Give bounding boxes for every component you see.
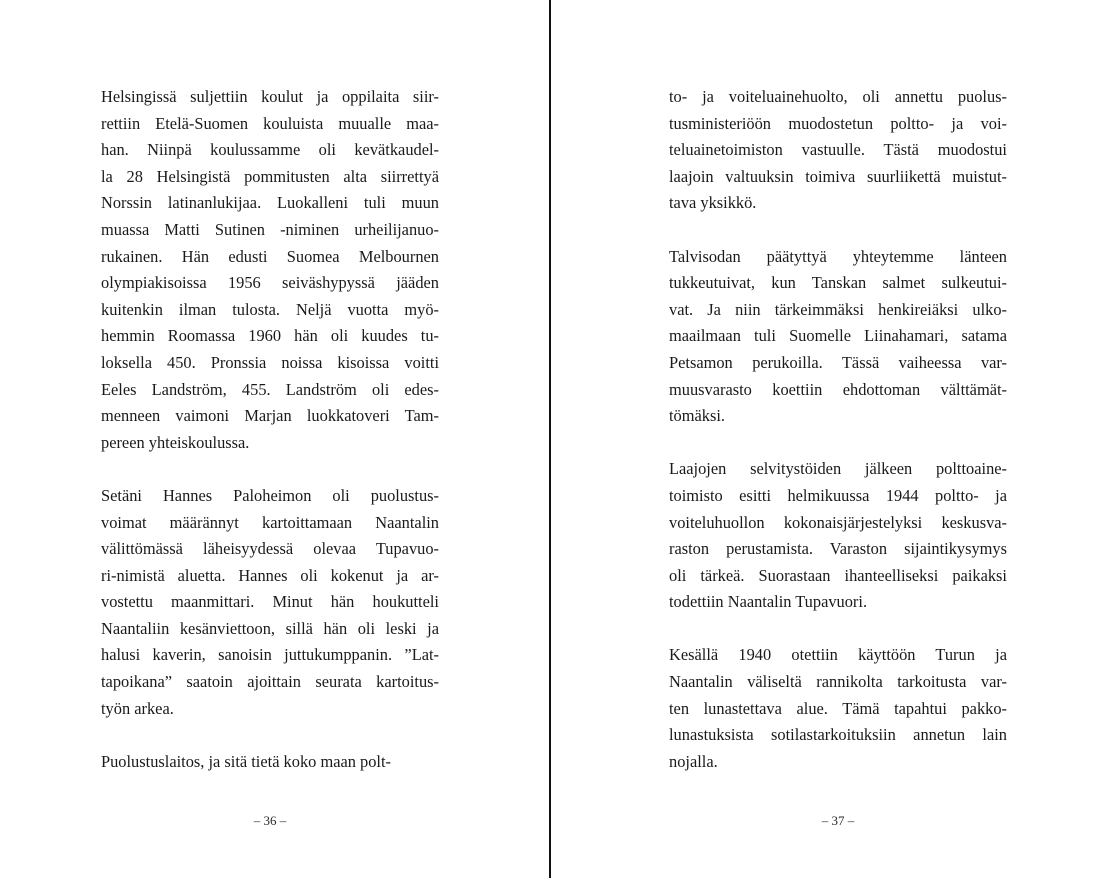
text-line: to- ja voiteluainehuolto, oli annettu puolus- <box>669 87 1007 106</box>
text-line: rettiin Etelä-Suomen kouluista muualle maa- <box>101 113 439 133</box>
text-line: voimat määrännyt kartoittamaan Naantalin <box>101 512 439 532</box>
right-page <box>551 0 1100 878</box>
text-line: Talvisodan päätyttyä yhteytemme länteen <box>669 246 1007 266</box>
text-line: todettiin Naantalin Tupavuori. <box>669 592 868 612</box>
paragraph <box>101 749 439 776</box>
text-line: rukainen. Hän edusti Suomea Melbournen <box>101 246 439 266</box>
paragraph <box>669 84 1007 217</box>
text-line: laajoin valtuuksin toimiva suurliikettä muistut- <box>669 166 1007 186</box>
text-line: tukkeutuivat, kun Tanskan salmet sulkeutui- <box>669 273 1007 293</box>
left-page-number: – 36 – <box>253 813 287 828</box>
text-line: Laajojen selvitystöiden jälkeen polttoaine- <box>669 459 1007 479</box>
text-line: työn arkea. <box>101 698 174 718</box>
paragraph <box>669 456 1007 616</box>
text-line: tömäksi. <box>669 406 725 426</box>
text-line: voiteluhuollon kokonaisjärjestelyksi keskusva- <box>669 512 1007 532</box>
text-line: ri-nimistä aluetta. Hannes oli kokenut ja ar- <box>101 565 439 585</box>
text-line: Kesällä 1940 otettiin käyttöön Turun ja <box>669 645 1007 665</box>
text-line: Naantalin väliseltä rannikolta tarkoitusta var- <box>669 672 1007 692</box>
text-line: Helsingissä suljettiin koulut ja oppilaita siir- <box>101 87 439 106</box>
paragraph <box>669 244 1007 430</box>
text-line: Petsamon perukoilla. Tässä vaiheessa var- <box>669 352 1007 372</box>
text-line: halusi kaverin, sanoisin juttukumppanin. ”Lat- <box>101 645 439 665</box>
text-line: pereen yhteiskoulussa. <box>101 432 250 452</box>
text-line: maailmaan tuli Suomelle Liinahamari, satama <box>669 326 1007 346</box>
text-line: Setäni Hannes Paloheimon oli puolustus- <box>101 485 439 505</box>
text-line: oli tärkeä. Suorastaan ihanteelliseksi paikaksi <box>669 565 1007 585</box>
text-line: hemmin Roomassa 1960 hän oli kuudes tu- <box>101 326 439 346</box>
text-line: toimisto esitti helmikuussa 1944 poltto- ja <box>669 485 1007 505</box>
text-line: välittömässä läheisyydessä olevaa Tupavuo- <box>101 539 439 559</box>
text-line: raston perustamista. Varaston sijaintikysymys <box>669 539 1007 559</box>
text-line: menneen vaimoni Marjan luokkatoveri Tam- <box>101 406 439 426</box>
text-line: ten lunastettava alue. Tämä tapahtui pakko- <box>669 698 1007 718</box>
text-line: tava yksikkö. <box>669 193 757 213</box>
text-line: muassa Matti Sutinen -niminen urheilijanuo- <box>101 219 439 239</box>
text-line: kuitenkin ilman tulosta. Neljä vuotta myö- <box>101 299 439 319</box>
text-line: loksella 450. Pronssia noissa kisoissa voitti <box>101 352 439 372</box>
left-page-body <box>101 84 439 802</box>
text-line: vostettu maanmittari. Minut hän houkutteli <box>101 592 439 612</box>
right-page-number: – 37 – <box>821 813 855 828</box>
paragraph <box>669 642 1007 775</box>
text-line: han. Niinpä koulussamme oli kevätkaudel- <box>101 140 439 160</box>
text-line: Puolustuslaitos, ja sitä tietä koko maan polt- <box>101 751 391 771</box>
left-page <box>0 0 549 878</box>
right-page-body <box>669 84 1007 802</box>
text-line: nojalla. <box>669 751 718 771</box>
text-line: Eeles Landström, 455. Landström oli edes- <box>101 379 439 399</box>
text-line: teluainetoimiston vastuulle. Tästä muodostui <box>669 140 1007 160</box>
paragraph <box>101 483 439 722</box>
text-line: olympiakisoissa 1956 seiväshypyssä jääden <box>101 273 439 293</box>
paragraph <box>101 84 439 456</box>
text-line: Norssin latinanlukijaa. Luokalleni tuli muun <box>101 193 439 213</box>
text-line: tapoikana” saatoin ajoittain seurata kartoitus- <box>101 672 439 692</box>
text-line: tusministeriöön muodostetun poltto- ja voi- <box>669 113 1007 133</box>
text-line: Naantaliin kesänviettoon, sillä hän oli leski ja <box>101 618 439 638</box>
text-line: lunastuksista sotilastarkoituksiin annetun lain <box>669 725 1007 745</box>
text-line: la 28 Helsingistä pommitusten alta siirrettyä <box>101 166 439 186</box>
text-line: vat. Ja niin tärkeimmäksi henkireiäksi ulko- <box>669 299 1007 319</box>
text-line: muusvarasto koettiin ehdottoman välttämät- <box>669 379 1007 399</box>
